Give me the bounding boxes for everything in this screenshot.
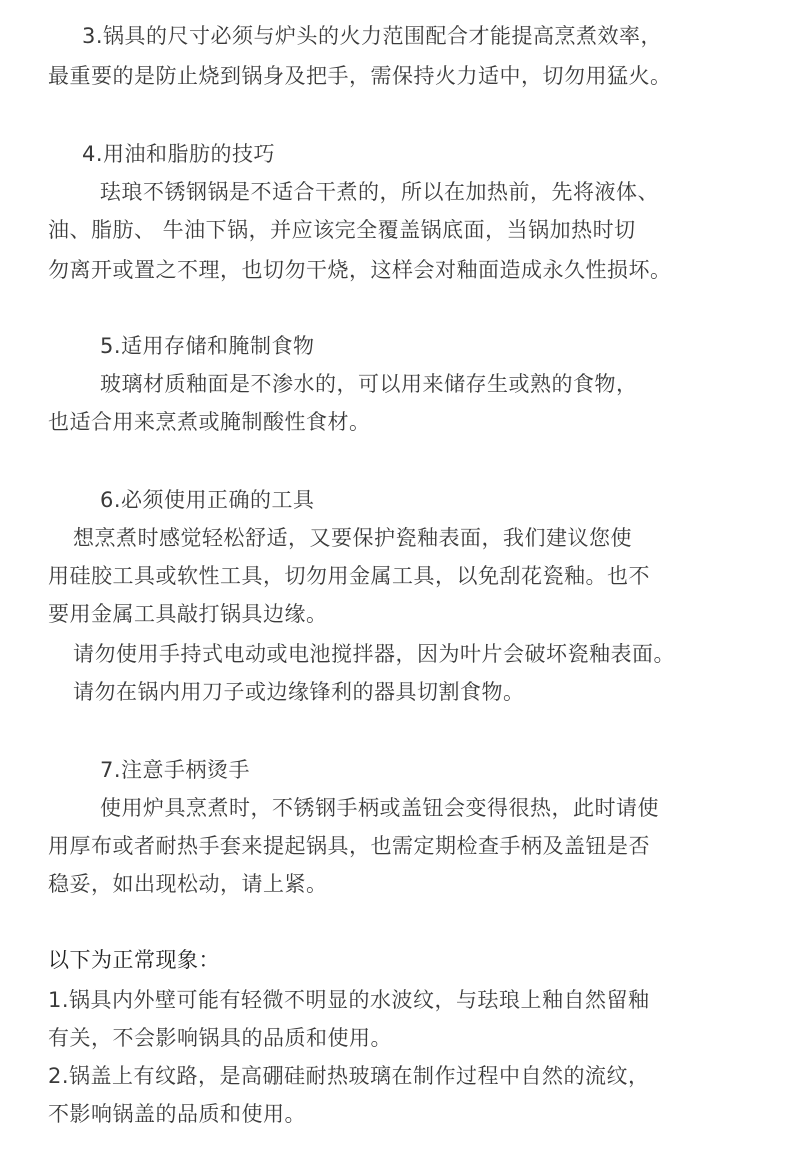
normal-line4: 不影响锅盖的品质和使用。 [48,1102,306,1126]
section4-line1: 珐琅不锈钢锅是不适合干煮的，所以在加热前，先将液体、 [100,180,659,204]
section4-line2: 油、脂肪、 牛油下锅，并应该完全覆盖锅底面，当锅加热时切 [48,218,636,242]
section6-line4: 请勿使用手持式电动或电池搅拌器，因为叶片会破坏瓷釉表面。 [73,642,675,666]
section7-heading: 7.注意手柄烫手 [100,758,251,782]
section7-line2: 用厚布或者耐热手套来提起锅具，也需定期检查手柄及盖钮是否 [48,834,650,858]
normal-line2: 有关，不会影响锅具的品质和使用。 [48,1026,392,1050]
section6-line2: 用硅胶工具或软性工具，切勿用金属工具，以免刮花瓷釉。也不 [48,564,650,588]
section7-line3: 稳妥，如出现松动，请上紧。 [48,872,328,896]
section4-heading: 4.用油和脂肪的技巧 [82,142,276,166]
section5-heading: 5.适用存储和腌制食物 [100,334,315,358]
section5-line2: 也适合用来烹煮或腌制酸性食材。 [48,410,371,434]
normal-line3: 2.锅盖上有纹路，是高硼硅耐热玻璃在制作过程中自然的流纹， [48,1064,650,1088]
normal-heading: 以下为正常现象： [48,948,220,972]
section6-line1: 想烹煮时感觉轻松舒适，又要保护瓷釉表面，我们建议您使 [73,526,632,550]
section5-line1: 玻璃材质釉面是不渗水的，可以用来储存生或熟的食物， [100,372,638,396]
section7-line1: 使用炉具烹煮时，不锈钢手柄或盖钮会变得很热，此时请使 [100,796,659,820]
normal-line1: 1.锅具内外壁可能有轻微不明显的水波纹，与珐琅上釉自然留釉 [48,988,650,1012]
section3-line2: 最重要的是防止烧到锅身及把手，需保持火力适中，切勿用猛火。 [48,64,672,88]
section6-line3: 要用金属工具敲打锅具边缘。 [48,602,328,626]
section6-line5: 请勿在锅内用刀子或边缘锋利的器具切割食物。 [73,680,525,704]
section4-line3: 勿离开或置之不理，也切勿干烧，这样会对釉面造成永久性损坏。 [48,258,672,282]
section3-line1: 3.锅具的尺寸必须与炉头的火力范围配合才能提高烹煮效率， [82,24,663,48]
section6-heading: 6.必须使用正确的工具 [100,488,315,512]
